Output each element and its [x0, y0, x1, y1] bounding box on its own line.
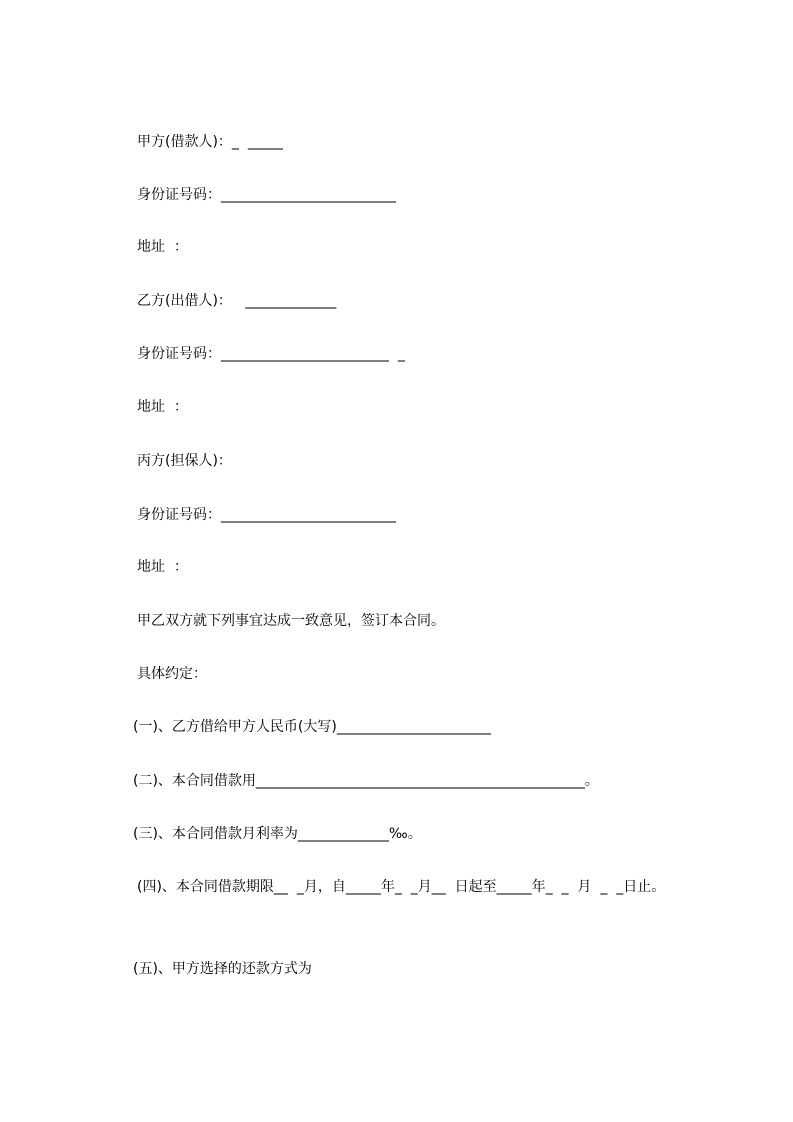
party-c-line: 丙方(担保人)：	[137, 453, 232, 469]
agreement-intro: 甲乙双方就下列事宜达成一致意见，签订本合同。	[137, 613, 445, 629]
term-1: (一)、乙方借给甲方人民币(大写)______________________	[133, 719, 491, 735]
party-b-line: 乙方(出借人)： _____________	[137, 293, 337, 309]
party-b-id-line: 身份证号码：________________________ _	[137, 346, 405, 362]
term-5: (五)、甲方选择的还款方式为	[133, 961, 312, 977]
party-a-id-line: 身份证号码：_________________________	[137, 187, 396, 203]
party-b-address-line: 地址 ：	[137, 399, 188, 415]
party-c-id-line: 身份证号码：_________________________	[137, 507, 396, 523]
party-c-address-line: 地址 ：	[137, 559, 188, 575]
party-a-line: 甲方(借款人)：_ _____	[137, 134, 283, 150]
term-3: (三)、本合同借款月利率为_____________‰。	[133, 826, 422, 842]
terms-heading: 具体约定：	[137, 666, 207, 682]
term-4: (四)、本合同借款期限__ _月，自_____年_ _月__ 日起至_____年_ _ 月 _ _日止。	[137, 879, 666, 895]
term-2: (二)、本合同借款用_______________________________________________。	[133, 773, 599, 789]
party-a-address-line: 地址 ：	[137, 239, 188, 255]
